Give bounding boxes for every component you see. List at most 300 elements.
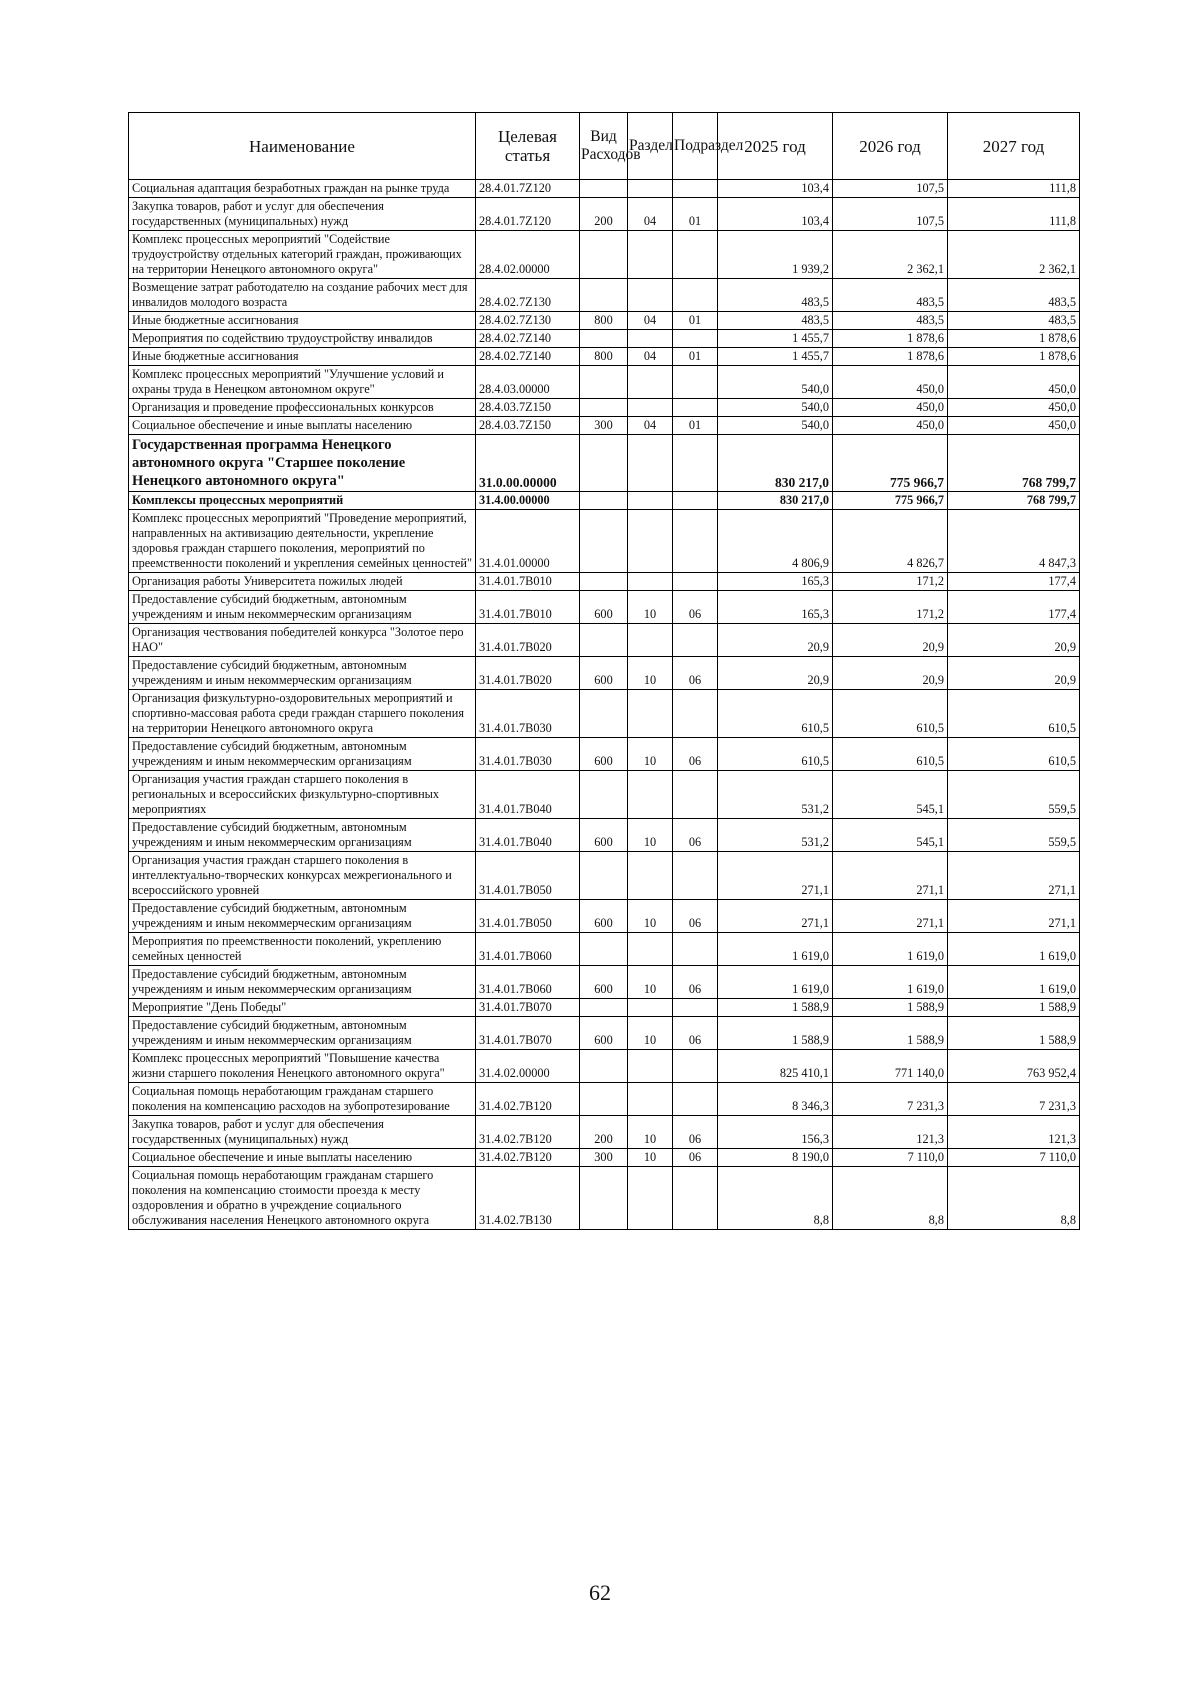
header-year-2025: 2025 год: [718, 113, 833, 180]
target-article-cell: 28.4.03.7Z150: [476, 399, 580, 417]
table-row: [129, 657, 1080, 690]
amount-2025-cell: 103,4: [718, 180, 833, 198]
budget-table: [128, 112, 1080, 1230]
amount-2025-cell: 610,5: [718, 690, 833, 738]
section-cell: [628, 180, 673, 198]
amount-2027-cell: 768 799,7: [948, 435, 1080, 492]
table-row: [129, 348, 1080, 366]
target-article-cell: 31.4.01.7В030: [476, 690, 580, 738]
subsection-cell: [673, 1167, 718, 1230]
subsection-cell: [673, 492, 718, 510]
amount-2025-cell: 165,3: [718, 573, 833, 591]
amount-2026-cell: 483,5: [833, 279, 948, 312]
amount-2026-cell: 20,9: [833, 624, 948, 657]
target-article-cell: 31.4.00.00000: [476, 492, 580, 510]
expense-type-cell: 600: [580, 819, 628, 852]
amount-2027-cell: 177,4: [948, 591, 1080, 624]
row-name-cell: Комплекс процессных мероприятий "Улучшение условий и охраны труда в Ненецком автономном округе": [129, 366, 476, 399]
amount-2026-cell: 450,0: [833, 399, 948, 417]
expense-type-cell: [580, 180, 628, 198]
section-cell: 10: [628, 657, 673, 690]
amount-2025-cell: 610,5: [718, 738, 833, 771]
subsection-cell: [673, 435, 718, 492]
amount-2027-cell: 763 952,4: [948, 1050, 1080, 1083]
amount-2027-cell: 1 588,9: [948, 1017, 1080, 1050]
row-name-cell: Закупка товаров, работ и услуг для обеспечения государственных (муниципальных) нужд: [129, 198, 476, 231]
row-name-cell: Предоставление субсидий бюджетным, автономным учреждениям и иным некоммерческим организациям: [129, 819, 476, 852]
amount-2027-cell: 1 878,6: [948, 348, 1080, 366]
amount-2027-cell: 559,5: [948, 771, 1080, 819]
table-row: [129, 933, 1080, 966]
expense-type-cell: [580, 933, 628, 966]
amount-2027-cell: 20,9: [948, 657, 1080, 690]
amount-2025-cell: 271,1: [718, 900, 833, 933]
amount-2026-cell: 1 619,0: [833, 966, 948, 999]
amount-2026-cell: 450,0: [833, 366, 948, 399]
target-article-cell: 28.4.02.7Z130: [476, 279, 580, 312]
section-cell: [628, 435, 673, 492]
target-article-cell: 31.4.02.7В120: [476, 1149, 580, 1167]
target-article-cell: 31.4.01.7В060: [476, 933, 580, 966]
amount-2026-cell: 483,5: [833, 312, 948, 330]
amount-2026-cell: 1 619,0: [833, 933, 948, 966]
target-article-cell: 31.0.00.00000: [476, 435, 580, 492]
table-row: [129, 399, 1080, 417]
target-article-cell: 31.4.01.7В040: [476, 771, 580, 819]
section-cell: [628, 231, 673, 279]
amount-2026-cell: 545,1: [833, 771, 948, 819]
header-target-article: Целевая статья: [476, 113, 580, 180]
section-cell: 10: [628, 738, 673, 771]
section-cell: [628, 366, 673, 399]
section-cell: [628, 852, 673, 900]
expense-type-cell: [580, 492, 628, 510]
expense-type-cell: 600: [580, 966, 628, 999]
expense-type-cell: 600: [580, 738, 628, 771]
subsection-cell: [673, 999, 718, 1017]
table-body: [129, 180, 1080, 1230]
amount-2025-cell: 20,9: [718, 624, 833, 657]
amount-2027-cell: 4 847,3: [948, 510, 1080, 573]
amount-2027-cell: 1 619,0: [948, 933, 1080, 966]
target-article-cell: 31.4.01.7В010: [476, 591, 580, 624]
amount-2026-cell: 107,5: [833, 180, 948, 198]
amount-2027-cell: 1 878,6: [948, 330, 1080, 348]
row-name-cell: Организация и проведение профессиональных конкурсов: [129, 399, 476, 417]
subsection-cell: [673, 573, 718, 591]
section-cell: [628, 510, 673, 573]
amount-2025-cell: 156,3: [718, 1116, 833, 1149]
amount-2027-cell: 7 110,0: [948, 1149, 1080, 1167]
row-name-cell: Комплекс процессных мероприятий "Проведение мероприятий, направленных на активизацию деятельности, укрепление здоровья граждан старшего поколения, мероприятий по преемственности поколений и укрепления семейных ценностей": [129, 510, 476, 573]
amount-2025-cell: 103,4: [718, 198, 833, 231]
expense-type-cell: 800: [580, 312, 628, 330]
row-name-cell: Предоставление субсидий бюджетным, автономным учреждениям и иным некоммерческим организациям: [129, 900, 476, 933]
subsection-cell: [673, 231, 718, 279]
amount-2027-cell: 111,8: [948, 198, 1080, 231]
row-name-cell: Организация работы Университета пожилых людей: [129, 573, 476, 591]
row-name-cell: Иные бюджетные ассигнования: [129, 312, 476, 330]
amount-2027-cell: 20,9: [948, 624, 1080, 657]
table-row: [129, 366, 1080, 399]
target-article-cell: 31.4.01.7В020: [476, 657, 580, 690]
amount-2027-cell: 610,5: [948, 690, 1080, 738]
expense-type-cell: 800: [580, 348, 628, 366]
amount-2027-cell: 121,3: [948, 1116, 1080, 1149]
expense-type-cell: [580, 330, 628, 348]
expense-type-cell: [580, 366, 628, 399]
row-name-cell: Мероприятие "День Победы": [129, 999, 476, 1017]
header-year-2026: 2026 год: [833, 113, 948, 180]
amount-2025-cell: 483,5: [718, 312, 833, 330]
amount-2026-cell: 545,1: [833, 819, 948, 852]
amount-2027-cell: 450,0: [948, 366, 1080, 399]
row-name-cell: Социальная адаптация безработных граждан на рынке труда: [129, 180, 476, 198]
table-row: [129, 492, 1080, 510]
subsection-cell: [673, 399, 718, 417]
section-cell: [628, 771, 673, 819]
amount-2025-cell: 1 619,0: [718, 966, 833, 999]
amount-2025-cell: 1 939,2: [718, 231, 833, 279]
target-article-cell: 31.4.01.7В070: [476, 999, 580, 1017]
table-row: [129, 573, 1080, 591]
row-name-cell: Мероприятия по содействию трудоустройству инвалидов: [129, 330, 476, 348]
amount-2026-cell: 2 362,1: [833, 231, 948, 279]
table-row: [129, 624, 1080, 657]
section-cell: 10: [628, 1017, 673, 1050]
expense-type-cell: [580, 1167, 628, 1230]
expense-type-cell: [580, 573, 628, 591]
table-row: [129, 198, 1080, 231]
amount-2026-cell: 1 588,9: [833, 999, 948, 1017]
amount-2025-cell: 8 190,0: [718, 1149, 833, 1167]
subsection-cell: 06: [673, 900, 718, 933]
amount-2025-cell: 8,8: [718, 1167, 833, 1230]
subsection-cell: 01: [673, 348, 718, 366]
subsection-cell: 06: [673, 738, 718, 771]
row-name-cell: Комплекс процессных мероприятий "Повышение качества жизни старшего поколения Ненецкого автономного округа": [129, 1050, 476, 1083]
table-row: [129, 1149, 1080, 1167]
table-row: [129, 771, 1080, 819]
amount-2026-cell: 1 878,6: [833, 348, 948, 366]
expense-type-cell: 600: [580, 591, 628, 624]
amount-2026-cell: 121,3: [833, 1116, 948, 1149]
table-row: [129, 279, 1080, 312]
target-article-cell: 31.4.02.7В130: [476, 1167, 580, 1230]
table-row: [129, 330, 1080, 348]
expense-type-cell: [580, 399, 628, 417]
table-row: [129, 435, 1080, 492]
table-row: [129, 900, 1080, 933]
expense-type-cell: [580, 852, 628, 900]
expense-type-cell: 200: [580, 1116, 628, 1149]
table-row: [129, 690, 1080, 738]
table-row: [129, 180, 1080, 198]
subsection-cell: [673, 330, 718, 348]
target-article-cell: 31.4.01.7В020: [476, 624, 580, 657]
amount-2026-cell: 1 878,6: [833, 330, 948, 348]
row-name-cell: Закупка товаров, работ и услуг для обеспечения государственных (муниципальных) нужд: [129, 1116, 476, 1149]
amount-2027-cell: 610,5: [948, 738, 1080, 771]
page-number: 62: [589, 1580, 611, 1605]
row-name-cell: Организация физкультурно-оздоровительных мероприятий и спортивно-массовая работа среди граждан старшего поколения на территории Ненецкого автономного округа: [129, 690, 476, 738]
row-name-cell: Предоставление субсидий бюджетным, автономным учреждениям и иным некоммерческим организациям: [129, 591, 476, 624]
amount-2027-cell: 8,8: [948, 1167, 1080, 1230]
section-cell: [628, 1050, 673, 1083]
row-name-cell: Предоставление субсидий бюджетным, автономным учреждениям и иным некоммерческим организациям: [129, 738, 476, 771]
target-article-cell: 28.4.01.7Z120: [476, 198, 580, 231]
amount-2025-cell: 540,0: [718, 417, 833, 435]
row-name-cell: Возмещение затрат работодателю на создание рабочих мест для инвалидов молодого возраста: [129, 279, 476, 312]
amount-2026-cell: 771 140,0: [833, 1050, 948, 1083]
amount-2027-cell: 1 588,9: [948, 999, 1080, 1017]
row-name-cell: Организация участия граждан старшего поколения в интеллектуально-творческих конкурсах межрегионального и всероссийского уровней: [129, 852, 476, 900]
amount-2025-cell: 830 217,0: [718, 435, 833, 492]
amount-2026-cell: 610,5: [833, 690, 948, 738]
subsection-cell: [673, 1083, 718, 1116]
target-article-cell: 31.4.01.7В050: [476, 852, 580, 900]
amount-2025-cell: 4 806,9: [718, 510, 833, 573]
table-row: [129, 510, 1080, 573]
row-name-cell: Государственная программа Ненецкого автономного округа "Старшее поколение Ненецкого автономного округа": [129, 435, 476, 492]
section-cell: [628, 1167, 673, 1230]
section-cell: [628, 690, 673, 738]
subsection-cell: 01: [673, 312, 718, 330]
expense-type-cell: 300: [580, 417, 628, 435]
amount-2026-cell: 775 966,7: [833, 435, 948, 492]
amount-2026-cell: 1 588,9: [833, 1017, 948, 1050]
subsection-cell: 06: [673, 657, 718, 690]
section-cell: 10: [628, 591, 673, 624]
amount-2027-cell: 111,8: [948, 180, 1080, 198]
expense-type-cell: [580, 435, 628, 492]
amount-2025-cell: 1 455,7: [718, 348, 833, 366]
amount-2026-cell: 20,9: [833, 657, 948, 690]
amount-2025-cell: 825 410,1: [718, 1050, 833, 1083]
table-row: [129, 312, 1080, 330]
amount-2026-cell: 107,5: [833, 198, 948, 231]
header-name: Наименование: [129, 113, 476, 180]
table-row: [129, 417, 1080, 435]
amount-2025-cell: 483,5: [718, 279, 833, 312]
subsection-cell: 01: [673, 417, 718, 435]
target-article-cell: 31.4.01.7В050: [476, 900, 580, 933]
amount-2025-cell: 1 588,9: [718, 999, 833, 1017]
amount-2026-cell: 271,1: [833, 852, 948, 900]
section-cell: 04: [628, 198, 673, 231]
section-cell: 10: [628, 900, 673, 933]
target-article-cell: 31.4.01.7В060: [476, 966, 580, 999]
subsection-cell: [673, 933, 718, 966]
target-article-cell: 28.4.01.7Z120: [476, 180, 580, 198]
expense-type-cell: [580, 690, 628, 738]
target-article-cell: 28.4.03.00000: [476, 366, 580, 399]
amount-2026-cell: 775 966,7: [833, 492, 948, 510]
amount-2027-cell: 450,0: [948, 399, 1080, 417]
section-cell: [628, 330, 673, 348]
expense-type-cell: [580, 1050, 628, 1083]
header-section: Раздел: [628, 113, 673, 180]
amount-2025-cell: 8 346,3: [718, 1083, 833, 1116]
subsection-cell: [673, 624, 718, 657]
expense-type-cell: [580, 510, 628, 573]
table-row: [129, 591, 1080, 624]
amount-2025-cell: 830 217,0: [718, 492, 833, 510]
section-cell: 10: [628, 1149, 673, 1167]
amount-2025-cell: 20,9: [718, 657, 833, 690]
amount-2025-cell: 531,2: [718, 771, 833, 819]
subsection-cell: [673, 510, 718, 573]
amount-2027-cell: 483,5: [948, 312, 1080, 330]
row-name-cell: Предоставление субсидий бюджетным, автономным учреждениям и иным некоммерческим организациям: [129, 966, 476, 999]
expense-type-cell: 600: [580, 1017, 628, 1050]
table-header-row: [129, 113, 1080, 180]
table-row: [129, 1017, 1080, 1050]
amount-2027-cell: 768 799,7: [948, 492, 1080, 510]
section-cell: 04: [628, 417, 673, 435]
expense-type-cell: 300: [580, 1149, 628, 1167]
row-name-cell: Комплекс процессных мероприятий "Содействие трудоустройству отдельных категорий граждан, проживающих на территории Ненецкого автономного округа": [129, 231, 476, 279]
table-row: [129, 852, 1080, 900]
amount-2027-cell: 450,0: [948, 417, 1080, 435]
subsection-cell: [673, 852, 718, 900]
amount-2026-cell: 8,8: [833, 1167, 948, 1230]
section-cell: 10: [628, 966, 673, 999]
row-name-cell: Организация чествования победителей конкурса "Золотое перо НАО": [129, 624, 476, 657]
amount-2027-cell: 7 231,3: [948, 1083, 1080, 1116]
row-name-cell: Социальное обеспечение и иные выплаты населению: [129, 1149, 476, 1167]
expense-type-cell: [580, 771, 628, 819]
row-name-cell: Мероприятия по преемственности поколений, укреплению семейных ценностей: [129, 933, 476, 966]
subsection-cell: [673, 279, 718, 312]
section-cell: [628, 399, 673, 417]
table-row: [129, 1083, 1080, 1116]
row-name-cell: Социальное обеспечение и иные выплаты населению: [129, 417, 476, 435]
section-cell: [628, 624, 673, 657]
amount-2027-cell: 271,1: [948, 900, 1080, 933]
expense-type-cell: [580, 279, 628, 312]
subsection-cell: 06: [673, 1116, 718, 1149]
table-row: [129, 999, 1080, 1017]
target-article-cell: 31.4.01.7В010: [476, 573, 580, 591]
amount-2027-cell: 559,5: [948, 819, 1080, 852]
row-name-cell: Социальная помощь неработающим гражданам старшего поколения на компенсацию стоимости проезда к месту оздоровления и обратно в учреждение социального обслуживания населения Ненецкого автономного округа: [129, 1167, 476, 1230]
row-name-cell: Предоставление субсидий бюджетным, автономным учреждениям и иным некоммерческим организациям: [129, 657, 476, 690]
subsection-cell: [673, 180, 718, 198]
amount-2027-cell: 177,4: [948, 573, 1080, 591]
amount-2026-cell: 450,0: [833, 417, 948, 435]
target-article-cell: 31.4.01.00000: [476, 510, 580, 573]
subsection-cell: 06: [673, 1017, 718, 1050]
subsection-cell: 06: [673, 1149, 718, 1167]
section-cell: 10: [628, 1116, 673, 1149]
table-row: [129, 1167, 1080, 1230]
subsection-cell: 06: [673, 966, 718, 999]
target-article-cell: 28.4.02.7Z130: [476, 312, 580, 330]
amount-2025-cell: 540,0: [718, 399, 833, 417]
amount-2026-cell: 610,5: [833, 738, 948, 771]
target-article-cell: 31.4.02.7В120: [476, 1116, 580, 1149]
expense-type-cell: [580, 999, 628, 1017]
section-cell: [628, 573, 673, 591]
subsection-cell: 01: [673, 198, 718, 231]
amount-2025-cell: 271,1: [718, 852, 833, 900]
amount-2025-cell: 1 619,0: [718, 933, 833, 966]
header-expense-type: Вид Расходов: [580, 113, 628, 180]
amount-2026-cell: 4 826,7: [833, 510, 948, 573]
table-row: [129, 1116, 1080, 1149]
section-cell: 04: [628, 348, 673, 366]
subsection-cell: [673, 1050, 718, 1083]
section-cell: [628, 1083, 673, 1116]
amount-2026-cell: 7 231,3: [833, 1083, 948, 1116]
amount-2025-cell: 540,0: [718, 366, 833, 399]
expense-type-cell: 200: [580, 198, 628, 231]
row-name-cell: Организация участия граждан старшего поколения в региональных и всероссийских физкультурно-спортивных мероприятиях: [129, 771, 476, 819]
amount-2025-cell: 1 455,7: [718, 330, 833, 348]
subsection-cell: [673, 366, 718, 399]
table-row: [129, 738, 1080, 771]
amount-2026-cell: 271,1: [833, 900, 948, 933]
table-row: [129, 966, 1080, 999]
amount-2026-cell: 171,2: [833, 591, 948, 624]
subsection-cell: [673, 690, 718, 738]
row-name-cell: Иные бюджетные ассигнования: [129, 348, 476, 366]
section-cell: [628, 999, 673, 1017]
target-article-cell: 31.4.01.7В040: [476, 819, 580, 852]
row-name-cell: Комплексы процессных мероприятий: [129, 492, 476, 510]
amount-2027-cell: 271,1: [948, 852, 1080, 900]
section-cell: [628, 279, 673, 312]
section-cell: [628, 492, 673, 510]
subsection-cell: [673, 771, 718, 819]
section-cell: 10: [628, 819, 673, 852]
table-row: [129, 1050, 1080, 1083]
header-year-2027: 2027 год: [948, 113, 1080, 180]
expense-type-cell: [580, 624, 628, 657]
row-name-cell: Социальная помощь неработающим гражданам старшего поколения на компенсацию расходов на зубопротезирование: [129, 1083, 476, 1116]
amount-2025-cell: 165,3: [718, 591, 833, 624]
table-row: [129, 231, 1080, 279]
amount-2025-cell: 1 588,9: [718, 1017, 833, 1050]
section-cell: 04: [628, 312, 673, 330]
amount-2027-cell: 483,5: [948, 279, 1080, 312]
expense-type-cell: 600: [580, 657, 628, 690]
row-name-cell: Предоставление субсидий бюджетным, автономным учреждениям и иным некоммерческим организациям: [129, 1017, 476, 1050]
amount-2026-cell: 171,2: [833, 573, 948, 591]
subsection-cell: 06: [673, 591, 718, 624]
section-cell: [628, 933, 673, 966]
target-article-cell: 31.4.01.7В030: [476, 738, 580, 771]
header-subsection: Подраздел: [673, 113, 718, 180]
target-article-cell: 28.4.02.00000: [476, 231, 580, 279]
amount-2026-cell: 7 110,0: [833, 1149, 948, 1167]
target-article-cell: 28.4.03.7Z150: [476, 417, 580, 435]
amount-2025-cell: 531,2: [718, 819, 833, 852]
expense-type-cell: [580, 231, 628, 279]
target-article-cell: 28.4.02.7Z140: [476, 330, 580, 348]
target-article-cell: 31.4.02.00000: [476, 1050, 580, 1083]
target-article-cell: 31.4.01.7В070: [476, 1017, 580, 1050]
subsection-cell: 06: [673, 819, 718, 852]
expense-type-cell: 600: [580, 900, 628, 933]
amount-2027-cell: 2 362,1: [948, 231, 1080, 279]
expense-type-cell: [580, 1083, 628, 1116]
amount-2027-cell: 1 619,0: [948, 966, 1080, 999]
table-row: [129, 819, 1080, 852]
target-article-cell: 31.4.02.7В120: [476, 1083, 580, 1116]
target-article-cell: 28.4.02.7Z140: [476, 348, 580, 366]
